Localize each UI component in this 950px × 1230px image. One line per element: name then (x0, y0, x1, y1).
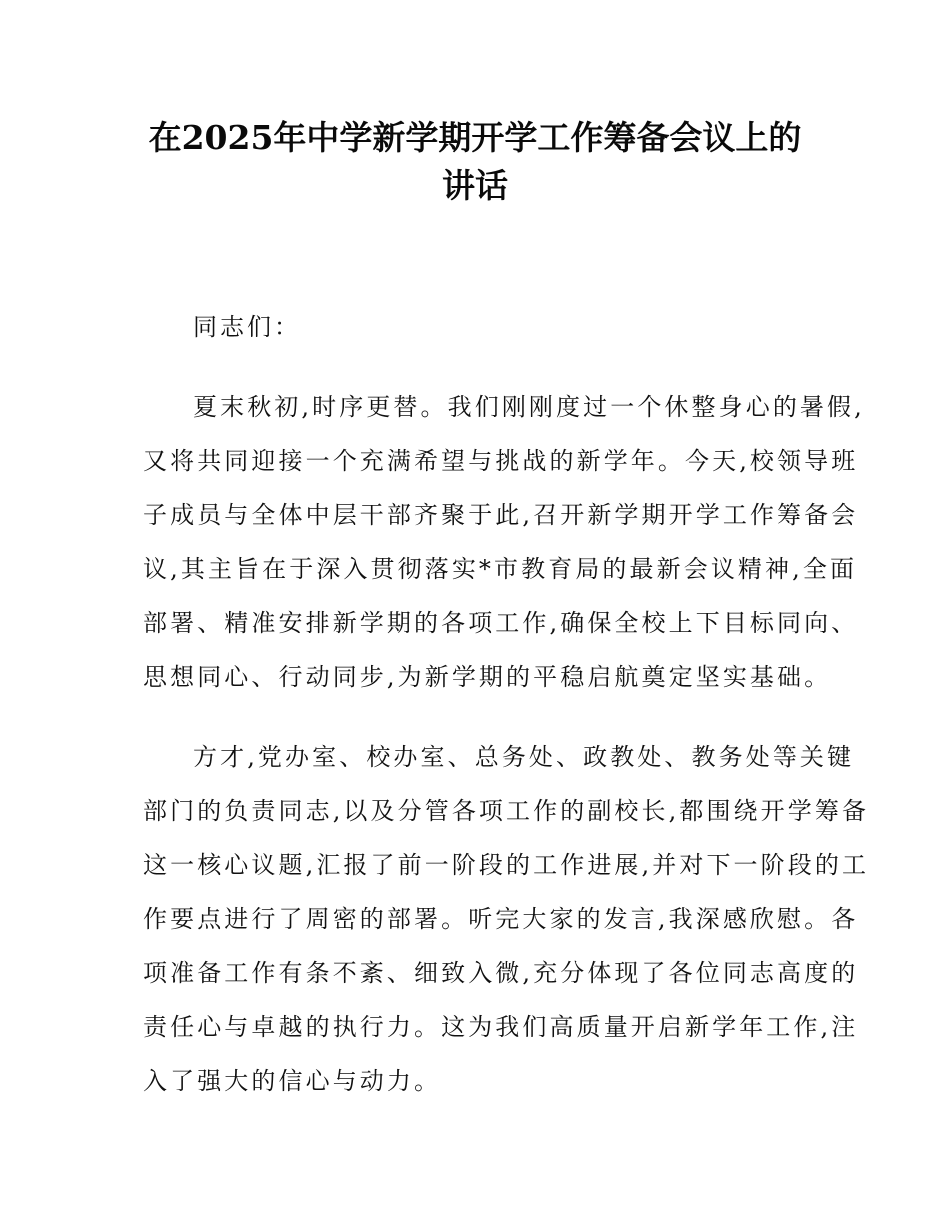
paragraph-line: 入了强大的信心与动力。 (143, 1067, 442, 1095)
paragraph-line: 又将共同迎接一个充满希望与挑战的新学年。今天,校领导班 (143, 447, 859, 475)
paragraph-line: 责任心与卓越的执行力。这为我们高质量开启新学年工作,注 (143, 1013, 859, 1041)
paragraph-line: 思想同心、行动同步,为新学期的平稳启航奠定坚实基础。 (143, 663, 832, 691)
salutation: 同志们： (193, 313, 301, 341)
paragraph-1 (143, 380, 865, 704)
paragraph-2 (143, 730, 870, 1108)
paragraph-line: 方才,党办室、校办室、总务处、政教处、教务处等关键 (193, 743, 855, 771)
paragraph-line: 这一核心议题,汇报了前一阶段的工作进展,并对下一阶段的工 (143, 851, 870, 879)
title-line-2: 讲话 (442, 166, 508, 205)
document-body (143, 300, 870, 1108)
document-title (130, 114, 820, 210)
paragraph-line: 项准备工作有条不紊、细致入微,充分体现了各位同志高度的 (143, 959, 859, 987)
paragraph-line: 夏末秋初,时序更替。我们刚刚度过一个休整身心的暑假, (193, 393, 865, 421)
paragraph-line: 子成员与全体中层干部齐聚于此,召开新学期开学工作筹备会 (143, 501, 859, 529)
title-line-1: 在2025年中学新学期开学工作筹备会议上的 (148, 118, 802, 157)
paragraph-line: 作要点进行了周密的部署。听完大家的发言,我深感欣慰。各 (143, 905, 859, 933)
paragraph-line: 部署、精准安排新学期的各项工作,确保全校上下目标同向、 (143, 609, 859, 637)
paragraph-line: 议,其主旨在于深入贯彻落实*市教育局的最新会议精神,全面 (143, 555, 858, 583)
paragraph-line: 部门的负责同志,以及分管各项工作的副校长,都围绕开学筹备 (143, 797, 870, 825)
